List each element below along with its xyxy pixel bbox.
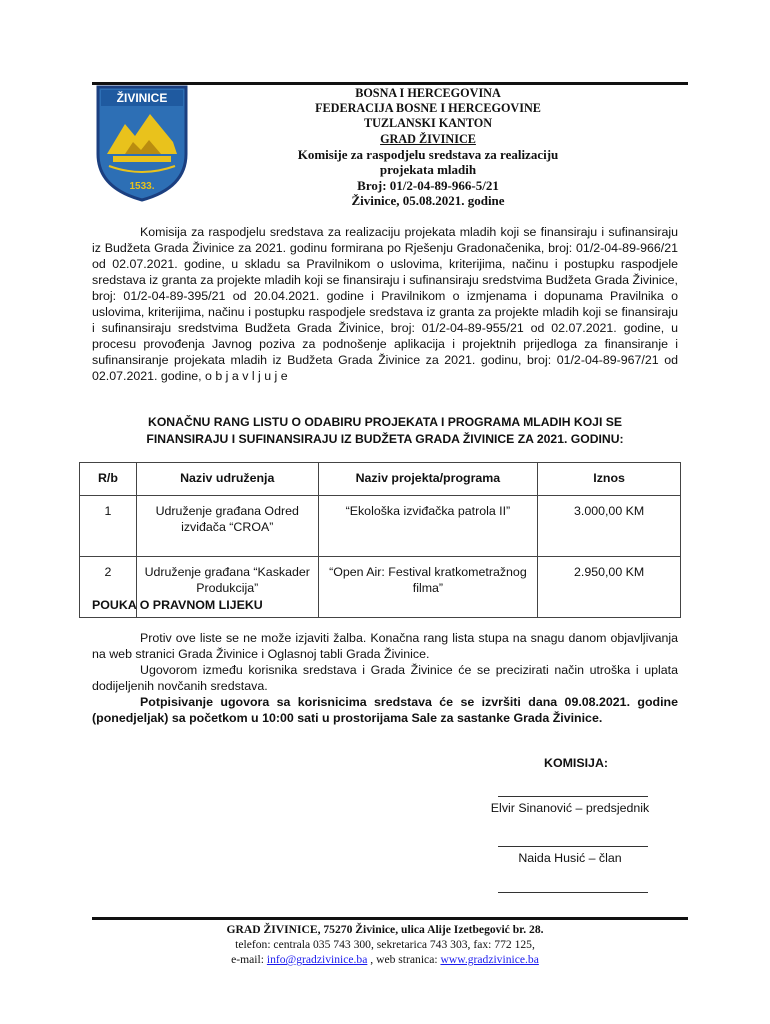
header-number: Broj: 01/2-04-89-966-5/21 bbox=[357, 177, 499, 193]
header-commission-2: projekata mladih bbox=[379, 162, 477, 178]
footer-web-label: , web stranica: bbox=[367, 953, 441, 966]
signatory-president: Elvir Sinanović – predsjednik bbox=[490, 801, 650, 815]
pouka-paragraph-2: Ugovorom između korisnika sredstava i Grada Živinice će se precizirati način utroška i uplata dodijeljenih novčanih sredstava. bbox=[92, 663, 678, 693]
table-cell: “Ekološka izviđačka patrola II” bbox=[318, 496, 538, 557]
list-title-line2: FINANSIRAJU I SUFINANSIRAJU IZ BUDŽETA GRADA ŽIVINICE ZA 2021. GODINU: bbox=[146, 431, 624, 446]
header-cell: Iznos bbox=[538, 463, 681, 496]
header-cell: Naziv projekta/programa bbox=[318, 463, 538, 496]
komisija-label: KOMISIJA: bbox=[544, 756, 609, 770]
document-header bbox=[200, 86, 656, 209]
footer-email-label: e-mail: bbox=[231, 953, 267, 966]
table-cell: 2 bbox=[80, 557, 137, 618]
header-canton: TUZLANSKI KANTON bbox=[363, 116, 493, 131]
crest-shield-icon bbox=[95, 84, 189, 202]
intro-paragraph: Komisija za raspodjelu sredstava za realizaciju projekata mladih koji se finansiraju i sufinansiraju iz Budžeta Grada Živinice za 2021. godinu formirana po Rješenju Gradonačenika, broj: 01/2-04-89-966/21 od 02.07.2021. godine, u skladu sa Pravilnikom o uslovima, kriterijima, načinu i postupku raspodjele sredstava iz granta za projekte mladih koji se finansiraju i sufinansiraju sredstvima Budžeta Grada Živinice, broj: 01/2-04-89-395/21 od 20.04.2021. godine i Pravilnikom o izmjenama i dopunama Pravilnika o uslovima, kriterijima, načinu i postupku raspodjele sredstava iz granta za projekte mladih koji se finansiraju i sufinansiraju sredstvima Budžeta Grada Živinice, broj: 01/2-04-89-955/21 od 02.07.2021. godine, u procesu provođenja Javnog poziva za podnošenje aplikacija i projektnih prijedloga za finansiranje i sufinansiranje projekata mladih iz Budžeta Grada Živinice za 2021. godinu, broj: 01/2-04-89-967/21 od 02.07.2021. godine, o b j a v l j u j e bbox=[92, 225, 678, 383]
header-cell: R/b bbox=[80, 463, 137, 496]
signature-line bbox=[498, 892, 648, 893]
table-row bbox=[80, 496, 681, 557]
city-crest bbox=[95, 84, 189, 202]
crest-year: 1533. bbox=[129, 181, 155, 192]
footer-rule bbox=[92, 917, 688, 920]
pouka-paragraph-3: Potpisivanje ugovora sa korisnicima sredstava će se izvršiti dana 09.08.2021. godine (ponedjeljak) sa početkom u 10:00 sati u prostorijama Sale za sastanke Grada Živinice. bbox=[92, 695, 678, 725]
header-cell: Naziv udruženja bbox=[136, 463, 318, 496]
crest-name: ŽIVINICE bbox=[116, 91, 168, 105]
signatory-member: Naida Husić – član bbox=[518, 851, 622, 865]
header-date: Živinice, 05.08.2021. godine bbox=[351, 193, 505, 209]
signature-line bbox=[498, 796, 648, 797]
footer-address: GRAD ŽIVINICE, 75270 Živinice, ulica Alije Izetbegović br. 28. bbox=[226, 923, 544, 936]
pouka-heading: POUKA O PRAVNOM LIJEKU bbox=[92, 598, 263, 612]
table-cell: 2.950,00 KM bbox=[538, 557, 681, 618]
table-cell: Udruženje građana Odred izviđača “CROA” bbox=[136, 496, 318, 557]
table-cell: “Open Air: Festival kratkometražnog filma” bbox=[318, 557, 538, 618]
list-title bbox=[92, 414, 678, 447]
email-link[interactable]: info@gradzivinice.ba bbox=[266, 953, 368, 966]
signature-line bbox=[498, 846, 648, 847]
table-cell: 1 bbox=[80, 496, 137, 557]
pouka-body bbox=[92, 630, 678, 726]
document-footer bbox=[150, 922, 620, 967]
table-cell: 3.000,00 KM bbox=[538, 496, 681, 557]
pouka-paragraph-1: Protiv ove liste se ne može izjaviti žalba. Konačna rang lista stupa na snagu danom objavljivanja na web stranici Grada Živinice i Oglasnoj tabli Grada Živinice. bbox=[92, 631, 678, 661]
footer-phone: telefon: centrala 035 743 300, sekretarica 743 303, fax: 772 125, bbox=[235, 938, 535, 951]
table-cell: Udruženje građana “Kaskader Produkcija” bbox=[136, 557, 318, 618]
header-country: BOSNA I HERCEGOVINA bbox=[355, 86, 501, 100]
table-header-row bbox=[80, 463, 681, 496]
header-city: GRAD ŽIVINICE bbox=[380, 131, 476, 146]
ranking-table bbox=[79, 462, 681, 618]
footer-contact bbox=[150, 952, 620, 967]
list-title-line1: KONAČNU RANG LISTU O ODABIRU PROJEKATA I PROGRAMA MLADIH KOJI SE bbox=[148, 415, 622, 429]
header-commission: Komisije za raspodjelu sredstava za realizaciju bbox=[297, 146, 559, 162]
website-link[interactable]: www.gradzivinice.ba bbox=[440, 953, 539, 966]
header-federation: FEDERACIJA BOSNE I HERCEGOVINE bbox=[315, 101, 541, 116]
